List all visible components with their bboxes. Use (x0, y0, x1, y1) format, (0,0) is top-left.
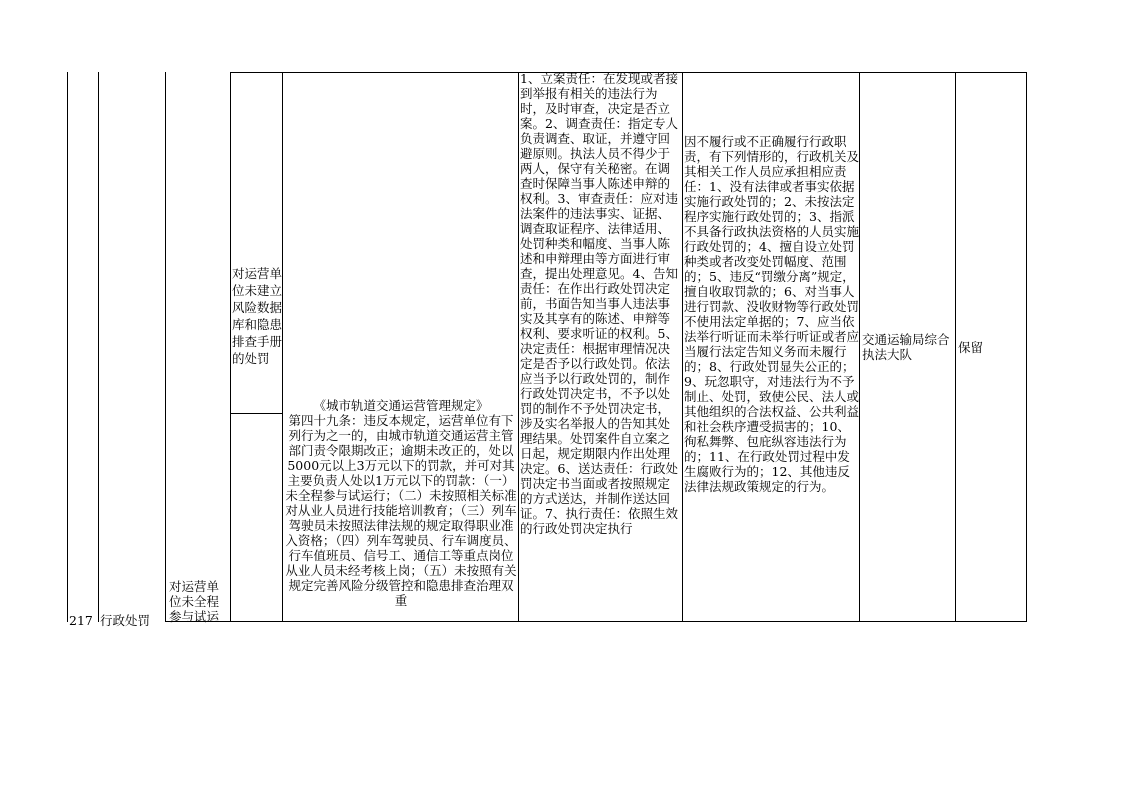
sequence-number: 217 (69, 613, 93, 628)
enforcement-agency: 交通运输局综合执法大队 (862, 332, 950, 362)
sub-item-name: 对运营单位未全程参与试运 (169, 579, 220, 624)
grid-line (230, 413, 283, 414)
grid-line (67, 72, 68, 622)
grid-line (955, 72, 956, 622)
grid-line (165, 621, 1027, 622)
grid-line (859, 72, 860, 622)
grid-line (98, 72, 99, 622)
grid-line (165, 72, 166, 622)
grid-line (230, 72, 231, 622)
item-name: 对运营单位未建立风险数据库和隐患排查手册的处罚 (232, 266, 282, 366)
grid-line (682, 72, 683, 622)
legal-basis-body: 第四十九条：违反本规定，运营单位有下列行为之一的，由城市轨道交通运营主管部门责令限期改正；逾期未改正的，处以5000元以上3万元以下的罚款，并可对其主要负责人处以1万元以下的罚款：（一）未全程参与试运行；（二）未按照相关标准对从业人员进行技能培训教育；（三）列车驾驶员未按照法律法规的规定取得职业准入资格；（四）列车驾驶员、行车调度员、行车值班员、信号工、通信工等重点岗位从业人员未经考核上岗；（五）未按照有关规定完善风险分级管控和隐患排查治理双重 (285, 413, 517, 608)
responsibility-text: 1、立案责任：在发现或者接到举报有相关的违法行为时，及时审查，决定是否立案。2、调查责任：指定专人负责调查、取证，并遵守回避原则。执法人员不得少于两人，保守有关秘密。在调查时保障当事人陈述申辩的权利。3、审查责任：应对违法案件的违法事实、证据、调查取证程序、法律适用、处罚种类和幅度、当事人陈述和申辩理由等方面进行审查，提出处理意见。4、告知责任：在作出行政处罚决定前，书面告知当事人违法事实及其享有的陈述、申辩等权利、要求听证的权利。5、决定责任：根据审理情况决定是否予以行政处罚。依法应当予以行政处罚的，制作行政处罚决定书，不予以处罚的制作不予处罚决定书，涉及实名举报人的告知其处理结果。处罚案件自立案之日起，规定期限内作出处理决定。6、送达责任：行政处罚决定书当面或者按照规定的方式送达，并制作送达回证。7、执行责任：依照生效的行政处罚决定执行 (520, 71, 678, 536)
legal-basis (283, 398, 519, 608)
accountability-text: 因不履行或不正确履行行政职责，有下列情形的，行政机关及其相关工作人员应承担相应责任：1、没有法律或者事实依据实施行政处罚的；2、未按法定程序实施行政处罚的；3、指派不具备行政执法资格的人员实施行政处罚的；4、擅自设立处罚种类或者改变处罚幅度、范围的；5、违反“罚缴分离”规定，擅自收取罚款的；6、对当事人进行罚款、没收财物等行政处罚不使用法定单据的；7、应当依法举行听证而未举行听证或者应当履行法定告知义务而未履行的；8、行政处罚显失公正的；9、玩忽职守，对违法行为不予制止、处罚，致使公民、法人或其他组织的合法权益、公共利益和社会秩序遭受损害的；10、徇私舞弊、包庇纵容违法行为的；11、在行政处罚过程中发生腐败行为的；12、其他违反法律法规政策规定的行为。 (684, 134, 859, 494)
legal-basis-title: 《城市轨道交通运营管理规定》 (313, 398, 489, 413)
grid-line (1026, 72, 1027, 622)
retention-status: 保留 (958, 340, 984, 355)
penalty-category: 行政处罚 (100, 613, 151, 628)
